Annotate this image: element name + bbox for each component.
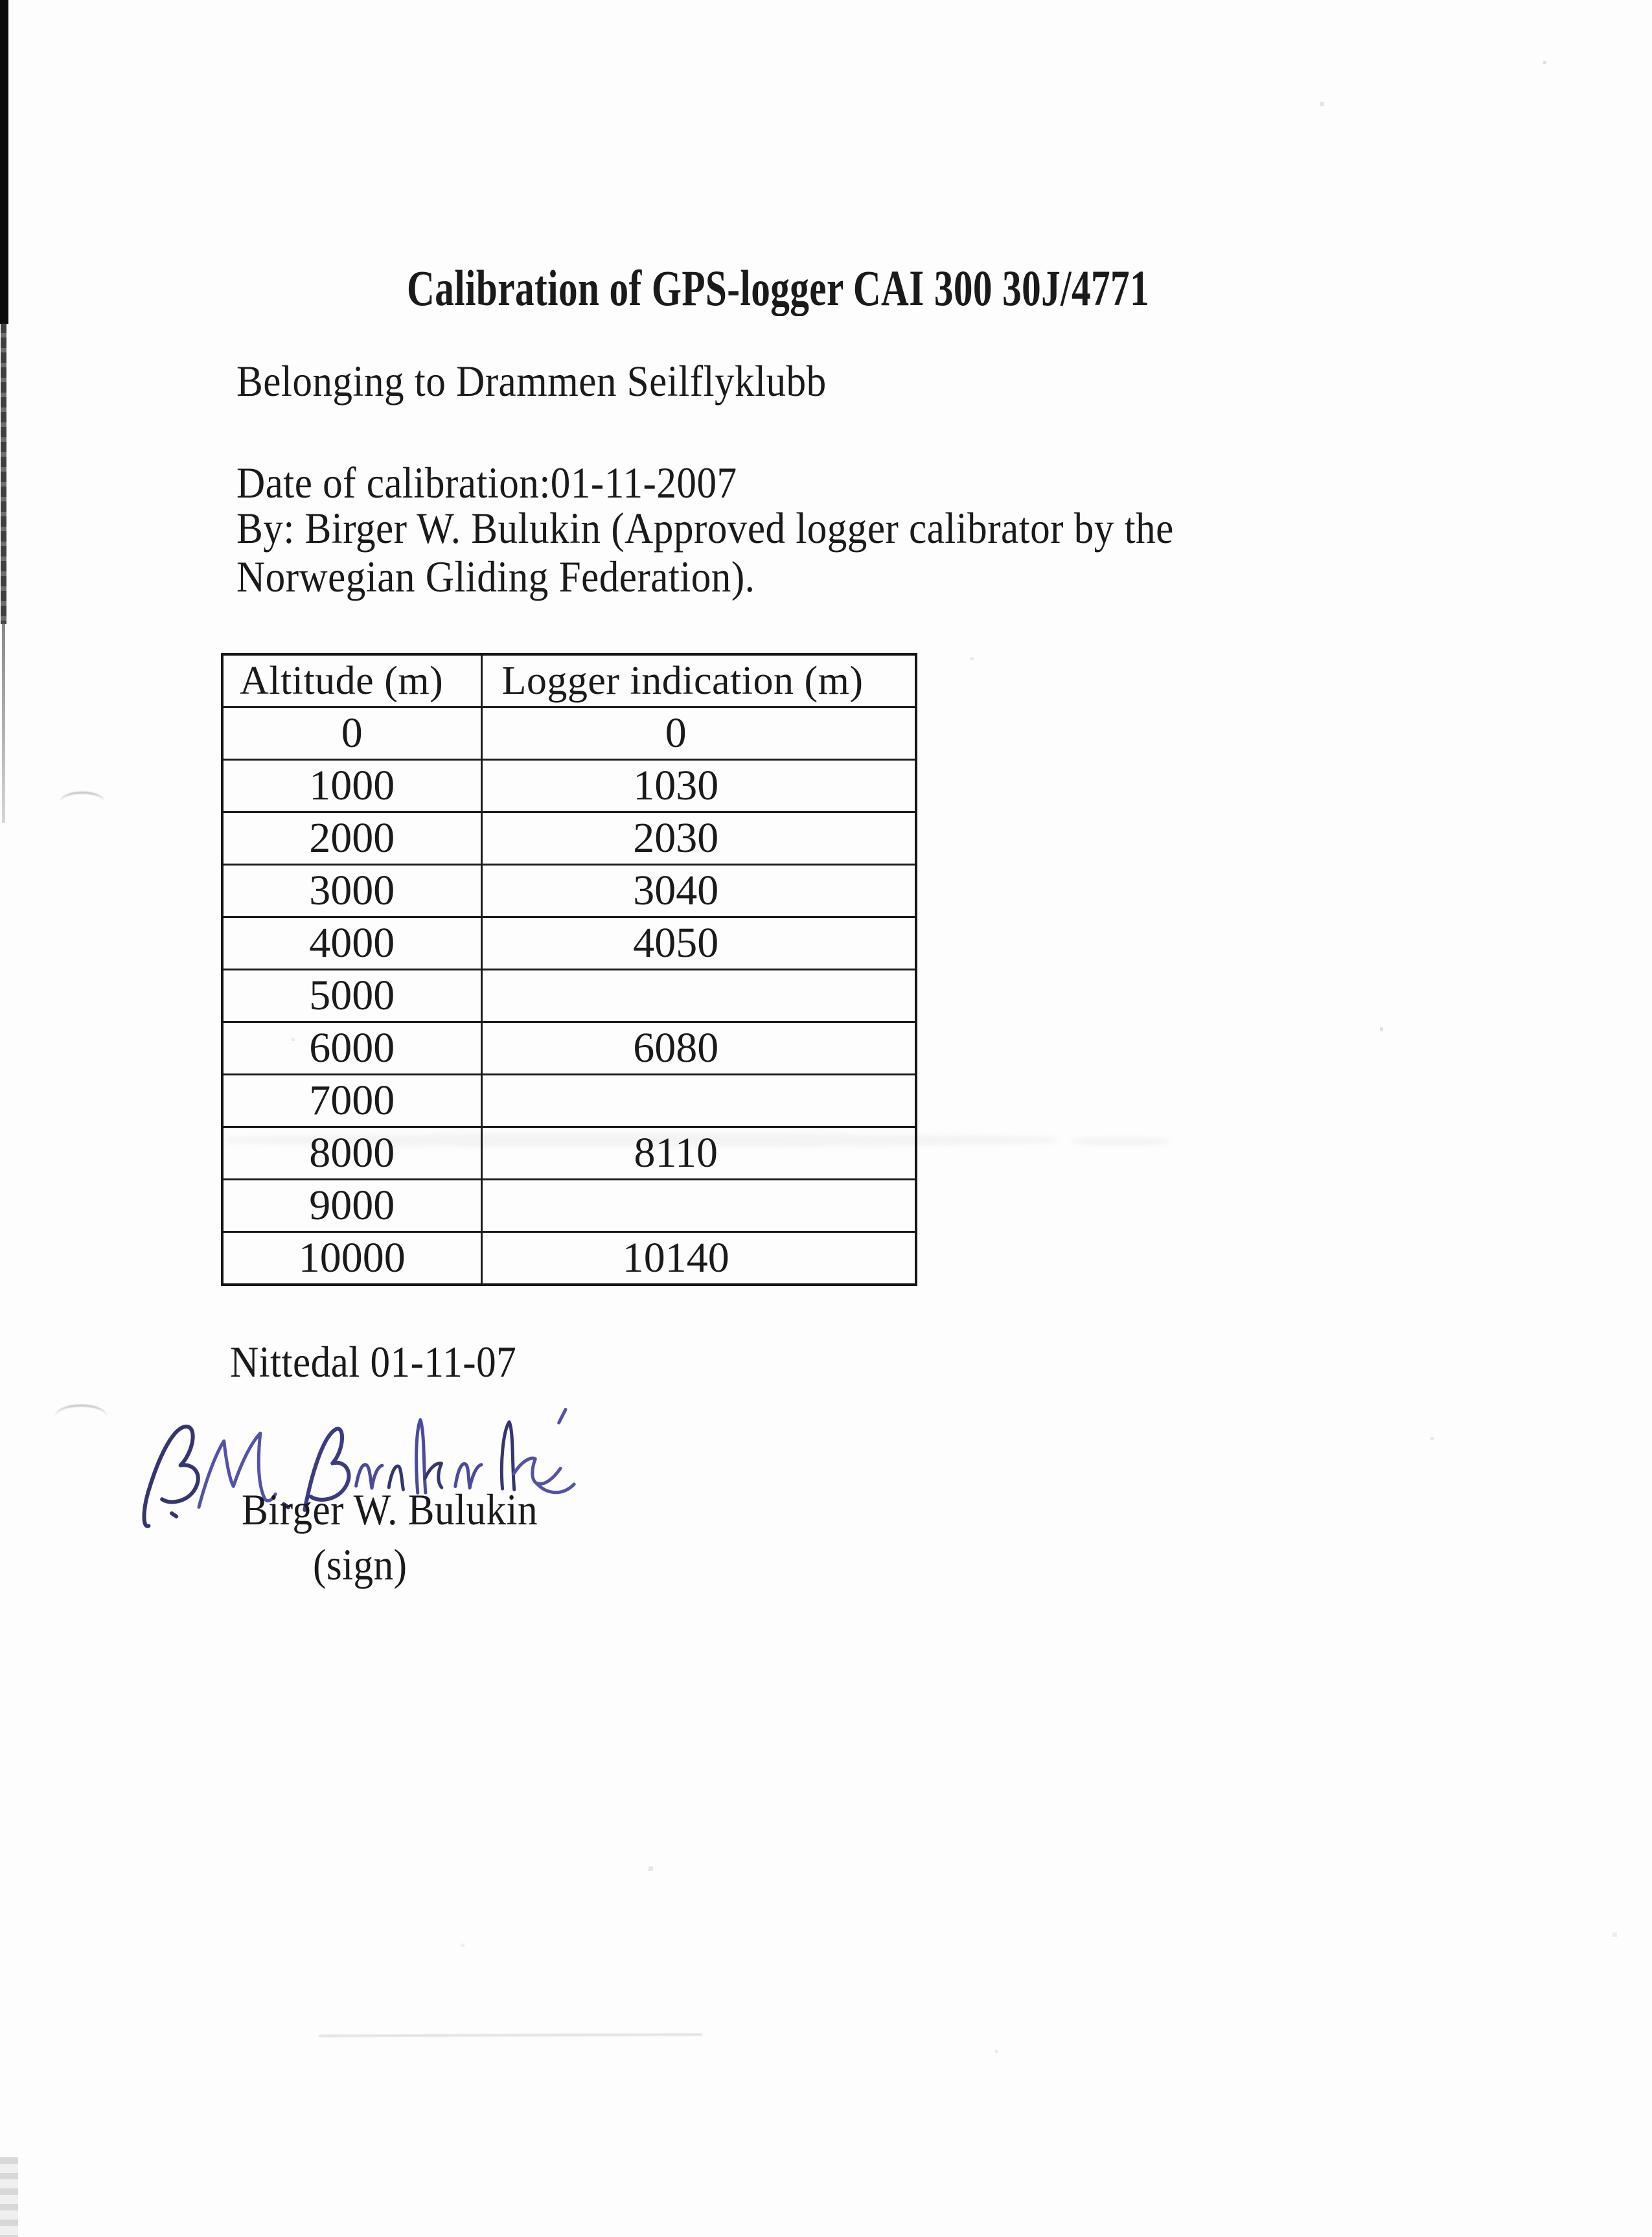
table-row (222, 1075, 916, 1127)
place-date-line: Nittedal 01-11-07 (230, 1337, 517, 1386)
table-row (222, 707, 916, 760)
logger-indication-cell: 6080 (481, 1022, 916, 1075)
altitude-cell: 2000 (222, 812, 481, 865)
table-row (222, 812, 916, 865)
altitude-cell: 0 (222, 707, 481, 760)
scan-line-artifact (319, 2034, 702, 2037)
scanner-edge-strip-middle (1, 323, 6, 624)
scanner-edge-strip-bottom (0, 2157, 18, 2237)
scanner-edge-strip-fade (2, 622, 5, 823)
logger-indication-cell: 8110 (481, 1127, 916, 1180)
table-row (222, 970, 916, 1022)
calibration-table-body (222, 707, 916, 1285)
calibration-date-line: Date of calibration:01-11-2007 (236, 458, 737, 507)
table-row (222, 760, 916, 812)
scan-smudge-artifact (1072, 1138, 1169, 1145)
table-row (222, 865, 916, 917)
altitude-cell: 3000 (222, 865, 481, 917)
logger-indication-cell: 4050 (481, 917, 916, 970)
altitude-cell: 7000 (222, 1075, 481, 1127)
table-row (222, 1022, 916, 1075)
logger-indication-cell (481, 1075, 916, 1127)
logger-indication-cell (481, 970, 916, 1022)
logger-indication-cell: 2030 (481, 812, 916, 865)
scan-arc-artifact (60, 792, 104, 812)
document-title: Calibration of GPS-logger CAI 300 30J/4771 (407, 260, 1150, 316)
altitude-column-header: Altitude (m) (222, 654, 481, 707)
logger-indication-cell (481, 1180, 916, 1232)
altitude-cell: 8000 (222, 1127, 481, 1180)
table-row (222, 1127, 916, 1180)
logger-indication-cell: 3040 (481, 865, 916, 917)
altitude-cell: 10000 (222, 1232, 481, 1285)
scan-arc-artifact (55, 1405, 107, 1428)
table-row (222, 1180, 916, 1232)
scanner-edge-strip-top (0, 0, 8, 324)
signatory-name: Birger W. Bulukin (242, 1485, 538, 1534)
signature-label: (sign) (313, 1540, 407, 1589)
altitude-cell: 6000 (222, 1022, 481, 1075)
table-header-row (222, 654, 916, 707)
logger-indication-cell: 1030 (481, 760, 916, 812)
logger-indication-column-header: Logger indication (m) (481, 654, 916, 707)
table-row (222, 917, 916, 970)
altitude-cell: 4000 (222, 917, 481, 970)
logger-indication-cell: 10140 (481, 1232, 916, 1285)
table-row (222, 1232, 916, 1285)
scan-speckles (0, 0, 1, 1)
calibration-table (221, 653, 917, 1286)
logger-indication-cell: 0 (481, 707, 916, 760)
altitude-cell: 5000 (222, 970, 481, 1022)
altitude-cell: 9000 (222, 1180, 481, 1232)
altitude-cell: 1000 (222, 760, 481, 812)
calibrator-line-2: Norwegian Gliding Federation). (236, 552, 755, 601)
calibrator-line-1: By: Birger W. Bulukin (Approved logger calibrator by the (236, 503, 1174, 553)
owner-line: Belonging to Drammen Seilflyklubb (236, 356, 827, 406)
